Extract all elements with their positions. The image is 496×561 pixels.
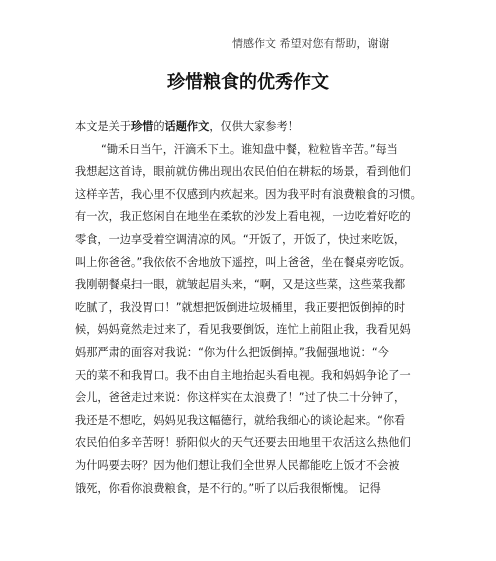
text-line: 叫上你爸爸。”我依依不舍地放下遥控，叫上爸爸，坐在餐桌旁吃饭。	[75, 255, 411, 269]
text-line: 这样辛苦，我心里不仅感到内疚起来。因为我平时有浪费粮食的习惯。	[75, 187, 422, 201]
text-line: 会儿，爸爸走过来说：你这样实在太浪费了！”过了快二十分钟了，	[75, 391, 406, 405]
text-line: 为什吗要去呀？因为他们想让我们全世界人民都能吃上饭才不会被	[75, 458, 400, 472]
text-line: 妈那严肃的面容对我说：“你为什么把饭倒掉。”我倔强地说：“今	[75, 345, 389, 359]
text-line: 我想起这首诗，眼前就仿佛出现出农民伯伯在耕耘的场景，看到他们	[75, 165, 411, 179]
text-line: 吃腻了，我没胃口！”就想把饭倒进垃圾桶里，我正要把饭倒掉的时	[75, 300, 406, 314]
text-line: 我刚朝餐桌扫一眼，就皱起眉头来，“啊，又是这些菜，这些菜我都	[75, 278, 406, 292]
intro-keyword-2: 话题作文	[164, 120, 210, 133]
page-title: 珍惜粮食的优秀作文	[167, 72, 329, 93]
intro-mid: 的	[153, 120, 165, 133]
text-line: 农民伯伯多辛苦呀！骄阳似火的天气还要去田地里干农活这么热他们	[75, 436, 411, 450]
intro-line	[75, 116, 423, 139]
header-note: 情感作文 希望对您有帮助，谢谢	[232, 37, 390, 50]
text-line: 饿死，你看你浪费粮食，是不行的。”听了以后我很惭愧。 记得	[75, 481, 381, 495]
text-line: 我还是不想吃，妈妈见我这幅德行，就给我细心的谈论起来。“你看	[75, 413, 406, 427]
text-line: 候，妈妈竟然走过来了，看见我要倒饭，连忙上前阻止我，我看见妈	[75, 323, 411, 337]
paragraph	[75, 139, 423, 501]
intro-prefix: 本文是关于	[75, 120, 131, 133]
text-line: 零食，一边享受着空调清凉的风。“开饭了，开饭了，快过来吃饭，	[75, 232, 406, 246]
intro-keyword-1: 珍惜	[130, 120, 154, 133]
text-line: 天的菜不和我胃口。我不由自主地抬起头看电视。我和妈妈争论了一	[75, 368, 411, 382]
text-line: “锄禾日当午，汗滴禾下土。谁知盘中餐，粒粒皆辛苦。”每当	[101, 142, 398, 156]
intro-suffix: ，仅供大家参考！	[209, 120, 299, 133]
article-body	[75, 116, 423, 500]
text-line: 有一次，我正悠闲自在地坐在柔软的沙发上看电视，一边吃着好吃的	[75, 210, 411, 224]
